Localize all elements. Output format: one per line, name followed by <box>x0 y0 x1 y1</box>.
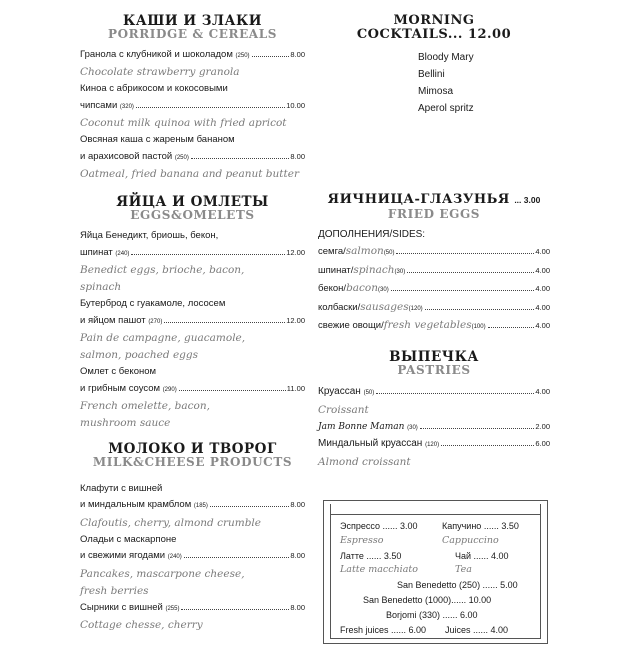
addon-en: sausages <box>360 300 409 313</box>
eggs-title-ru: ЯЙЦА И ОМЛЕТЫ <box>116 194 269 211</box>
item-name-en: Benedict eggs, brioche, bacon, <box>80 264 245 277</box>
item-weight: (290) <box>162 386 177 393</box>
tea-en: Tea <box>455 564 472 575</box>
frame-corner <box>540 504 541 514</box>
addon-weight: (100) <box>471 324 486 331</box>
item-price: 8.00 <box>290 151 305 161</box>
item-name: Миндальный круассан <box>318 438 423 450</box>
milk-section-title <box>80 442 305 469</box>
porridge-title-ru: КАШИ И ЗЛАКИ <box>122 13 262 29</box>
fresh-juices-line: Fresh juices ...... 6.00 <box>340 625 427 635</box>
addon-price: 4.00 <box>535 265 550 275</box>
cocktail-item: Bellini <box>418 69 445 81</box>
item-name-en: Almond croissant <box>318 455 411 468</box>
item-name: Киноа с абрикосом и кокосовыми <box>80 83 228 95</box>
item-name-cont: шпинат <box>80 246 113 258</box>
addon-ru: шпинат <box>318 264 351 276</box>
addon-weight: (30) <box>394 268 406 275</box>
san-benedetto-1000-line: San Benedetto (1000)...... 10.00 <box>363 595 492 605</box>
eggs-section-title <box>80 195 305 222</box>
item-name: Круассан <box>318 386 361 398</box>
fried-title-price: ... 3.00 <box>514 195 541 206</box>
item-name: Оладьи с маскарпоне <box>80 533 177 545</box>
eggs-title-en: EGGS&OMELETS <box>130 208 255 223</box>
addon-price: 4.00 <box>535 247 550 257</box>
item-name: Яйца Бенедикт, бриошь, бекон, <box>80 230 219 242</box>
item-name: Сырники с вишней <box>80 601 163 613</box>
item-name: Клафути с вишней <box>80 482 163 494</box>
item-price: 11.00 <box>286 383 305 393</box>
item-price: 10.00 <box>286 100 305 110</box>
item-name-en: Chocolate strawberry granola <box>80 66 240 79</box>
latte-en: Latte macchiato <box>340 564 418 575</box>
tea-line: Чай ...... 4.00 <box>455 551 509 561</box>
addons-list <box>318 243 550 336</box>
juices-line: Juices ...... 4.00 <box>445 625 509 635</box>
addon-en: salmon <box>345 245 384 258</box>
item-price: 6.00 <box>535 439 550 449</box>
borjomi-line: Borjomi (330) ...... 6.00 <box>386 610 478 620</box>
item-name: Овсяная каша с жареным бананом <box>80 134 235 146</box>
addon-item: свежие овощи / fresh vegetables (100) 4.00 <box>318 317 550 336</box>
addon-item: семга / salmon (50) 4.00 <box>318 243 550 262</box>
addon-item: шпинат / spinach (30) 4.00 <box>318 262 550 281</box>
addon-item: колбаски / sausages (120) 4.00 <box>318 299 550 318</box>
milk-item <box>80 532 305 600</box>
addon-weight: (120) <box>408 305 423 312</box>
san-benedetto-250-line: San Benedetto (250) ...... 5.00 <box>397 580 518 590</box>
milk-item <box>80 481 305 532</box>
addon-ru: бекон <box>318 283 344 295</box>
right-column <box>318 14 550 471</box>
item-weight: (120) <box>425 442 440 449</box>
addon-en: fresh vegetables <box>383 319 472 332</box>
item-name: Гранола с клубникой и шоколадом <box>80 48 233 60</box>
item-name-cont: и грибным соусом <box>80 382 161 394</box>
addon-item: бекон / bacon (30) 4.00 <box>318 280 550 299</box>
item-name-cont: и яйцом пашот <box>80 314 146 326</box>
item-price: 8.00 <box>290 551 305 561</box>
item-weight: (185) <box>193 503 208 510</box>
frame-corner <box>330 504 331 514</box>
addon-weight: (50) <box>383 250 395 257</box>
pastry-item <box>318 384 550 419</box>
item-name-en: Oatmeal, fried banana and peanut butter <box>80 168 299 181</box>
addon-price: 4.00 <box>535 321 550 331</box>
item-weight: (270) <box>148 318 163 325</box>
item-price: 4.00 <box>535 387 550 397</box>
item-name-cont: и арахисовой пастой <box>80 150 173 162</box>
espresso-en: Espresso <box>340 535 384 546</box>
item-price: 8.00 <box>290 49 305 59</box>
cocktail-item: Bloody Mary <box>418 52 474 64</box>
addon-ru: колбаски <box>318 301 358 313</box>
porridge-item <box>80 47 305 82</box>
addons-label: ДОПОЛНЕНИЯ/SIDES: <box>318 228 426 240</box>
item-name-cont: и свежими ягодами <box>80 550 166 562</box>
item-name-en: Clafoutis, cherry, almond crumble <box>80 516 262 529</box>
item-name: Бутерброд с гуакамоле, лососем <box>80 298 226 310</box>
cocktails-title-line2: COCKTAILS... 12.00 <box>356 26 512 42</box>
eggs-item <box>80 228 305 296</box>
item-name-cont: и миндальным крамблом <box>80 499 192 511</box>
item-weight: (255) <box>165 605 180 612</box>
item-name-en-cont: spinach <box>80 281 122 294</box>
cocktail-item: Aperol spritz <box>418 103 474 115</box>
pastries-section-title <box>318 350 550 377</box>
item-name: Омлет с беконом <box>80 366 157 378</box>
item-name-en: French omelette, bacon, <box>80 400 210 413</box>
item-price: 8.00 <box>290 500 305 510</box>
item-weight: (320) <box>119 103 134 110</box>
item-weight: (30) <box>407 424 418 431</box>
item-name-en: Pain de campagne, guacamole, <box>80 332 246 345</box>
pastry-item <box>318 419 550 437</box>
item-weight: (240) <box>115 250 130 257</box>
fried-section-title <box>318 191 550 220</box>
addon-en: bacon <box>346 282 379 295</box>
porridge-item <box>80 132 305 183</box>
fried-title-ru: ЯИЧНИЦА-ГЛАЗУНЬЯ <box>327 192 510 208</box>
item-name-en: Pancakes, mascarpone cheese, <box>80 567 245 580</box>
espresso-line: Эспрессо ...... 3.00 <box>340 521 418 531</box>
item-name-en: Coconut milk quinoa with fried apricot <box>80 117 287 130</box>
porridge-title-en: PORRIDGE & CEREALS <box>107 27 278 42</box>
drinks-box <box>323 500 548 644</box>
fried-title-en: FRIED EGGS <box>387 207 481 222</box>
pastry-item <box>318 436 550 471</box>
cocktail-item: Mimosa <box>418 86 454 98</box>
item-weight: (240) <box>167 554 182 561</box>
porridge-section-title <box>80 14 305 41</box>
item-name-en-cont: mushroom sauce <box>80 417 171 430</box>
addon-en: spinach <box>353 263 395 276</box>
item-name-en: Cottage chesse, cherry <box>80 619 203 632</box>
milk-title-ru: МОЛОКО И ТВОРОГ <box>108 441 277 458</box>
addon-price: 4.00 <box>535 284 550 294</box>
item-name: Jam Bonne Maman <box>318 421 405 432</box>
item-price: 12.00 <box>286 315 305 325</box>
porridge-item <box>80 81 305 132</box>
milk-item <box>80 600 305 635</box>
item-price: 12.00 <box>286 247 305 257</box>
eggs-item <box>80 364 305 432</box>
item-name-cont: чипсами <box>80 99 118 111</box>
cappuccino-en: Cappuccino <box>442 535 499 546</box>
addon-price: 4.00 <box>535 302 550 312</box>
pastries-title-ru: ВЫПЕЧКА <box>389 348 479 365</box>
addon-weight: (30) <box>378 287 389 294</box>
eggs-item <box>80 296 305 364</box>
pastries-title-en: PASTRIES <box>397 362 471 377</box>
cappuccino-line: Капучино ...... 3.50 <box>442 521 519 531</box>
cocktails-title-line1: MORNING <box>393 13 475 28</box>
latte-line: Латте ...... 3.50 <box>340 551 402 561</box>
item-price: 2.00 <box>535 421 550 431</box>
milk-title-en: MILK&CHEESE PRODUCTS <box>92 455 293 470</box>
item-weight: (50) <box>363 390 375 397</box>
item-price: 8.00 <box>290 602 305 612</box>
left-column <box>80 14 305 634</box>
item-name-en-cont: fresh berries <box>80 584 149 597</box>
addon-ru: семга <box>318 246 344 258</box>
item-name-en-cont: salmon, poached eggs <box>80 349 198 362</box>
cocktails-section-title <box>318 14 550 41</box>
cocktail-list <box>418 49 550 117</box>
item-weight: (250) <box>235 52 250 59</box>
item-name-en: Croissant <box>318 403 369 416</box>
addon-ru: свежие овощи <box>318 320 382 332</box>
item-weight: (250) <box>174 154 189 161</box>
